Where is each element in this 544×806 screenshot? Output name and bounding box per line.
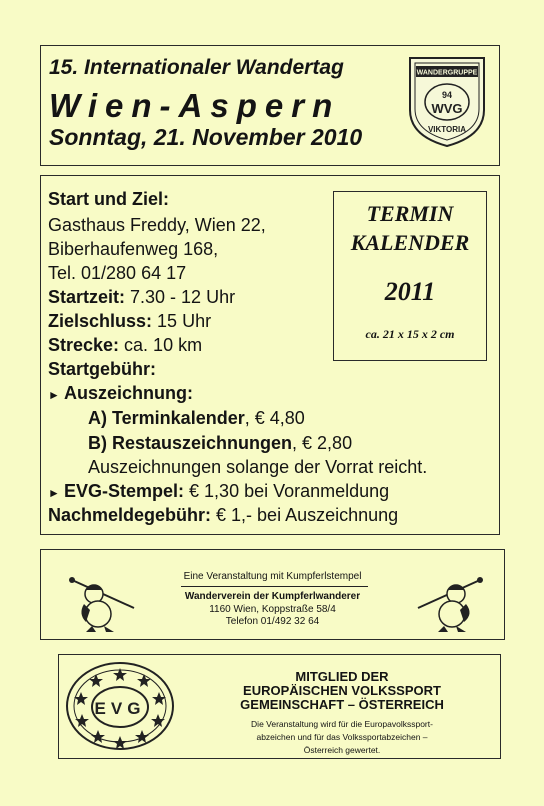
option-b-row: B) Restauszeichnungen, € 2,80: [88, 433, 353, 453]
termin-year: 2011: [384, 277, 436, 306]
startzeit-row: Startzeit: 7.30 - 12 Uhr: [48, 287, 236, 307]
evg-text-2: abzeichen und für das Volkssportabzeichen –: [256, 732, 428, 742]
kumpferl-line-4: Telefon 01/492 32 64: [225, 616, 320, 627]
termin-title-2: KALENDER: [350, 230, 470, 255]
evg-logo: [64, 660, 176, 752]
svg-text:EVG: EVG: [94, 699, 146, 718]
kumpferl-line-2: Wanderverein der Kumpferlwanderer: [184, 591, 361, 602]
evg-text-3: Österreich gewertet.: [303, 745, 381, 755]
svg-text:WANDERGRUPPE: WANDERGRUPPE: [416, 69, 478, 77]
strecke-row: Strecke: ca. 10 km: [48, 335, 203, 355]
startgebuehr-label: Startgebühr:: [48, 359, 156, 379]
svg-text:WVG: WVG: [431, 101, 463, 116]
evg-stempel-row: ► EVG-Stempel: € 1,30 bei Voranmeldung: [48, 480, 389, 504]
zielschluss-row: Zielschluss: 15 Uhr: [48, 311, 212, 331]
kumpferl-line-1: Eine Veranstaltung mit Kumpferlstempel: [183, 571, 362, 582]
termin-title-1: TERMIN: [366, 201, 454, 226]
start-address-1: Gasthaus Freddy, Wien 22,: [48, 215, 266, 235]
wvg-viktoria-logo: [406, 52, 488, 148]
option-a-row: A) Terminkalender, € 4,80: [88, 408, 305, 428]
svg-text:VIKTORIA: VIKTORIA: [427, 125, 467, 134]
svg-text:94: 94: [441, 90, 453, 100]
event-date: Sonntag, 21. November 2010: [49, 124, 363, 150]
nachmelde-row: Nachmeldegebühr: € 1,- bei Auszeichnung: [48, 505, 399, 525]
start-address-2: Biberhaufenweg 168,: [48, 239, 219, 259]
start-label: Start und Ziel:: [48, 189, 169, 209]
triangle-bullet-icon: ►: [48, 388, 60, 402]
evg-text-1: Die Veranstaltung wird für die Europavolkssport-: [251, 719, 433, 729]
triangle-bullet-icon: ►: [48, 486, 60, 500]
auszeichnung-note: Auszeichnungen solange der Vorrat reicht.: [88, 457, 428, 477]
start-phone: Tel. 01/280 64 17: [48, 263, 187, 283]
event-title: Wien-Aspern: [49, 87, 341, 124]
terminkalender-box: [333, 191, 487, 361]
evg-heading-1: MITGLIED DER: [295, 669, 389, 684]
evg-heading-3: GEMEINSCHAFT – ÖSTERREICH: [240, 697, 444, 712]
evg-heading-2: EUROPÄISCHEN VOLKSSPORT: [243, 683, 441, 698]
termin-size: ca. 21 x 15 x 2 cm: [365, 327, 455, 341]
kumpferl-line-3: 1160 Wien, Koppstraße 58/4: [209, 604, 336, 615]
auszeichnung-row: ► Auszeichnung:: [48, 382, 193, 406]
hiker-right-icon: [412, 576, 484, 634]
divider: [181, 586, 368, 587]
event-subtitle: 15. Internationaler Wandertag: [49, 56, 344, 79]
hiker-left-icon: [68, 576, 140, 634]
